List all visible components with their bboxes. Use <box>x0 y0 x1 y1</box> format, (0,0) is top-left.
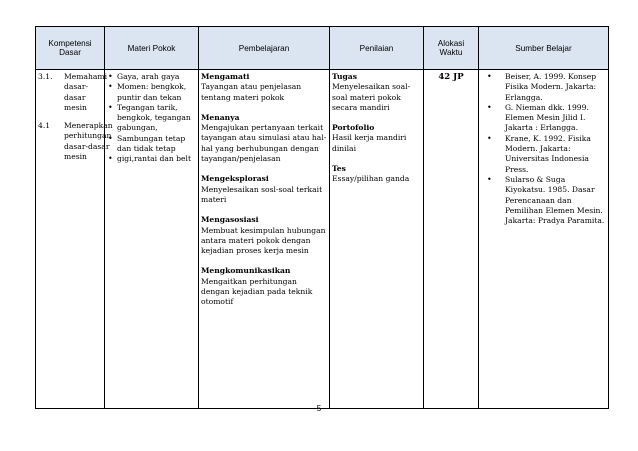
header-sumber-belajar: Sumber Belajar <box>479 27 609 70</box>
pembelajaran-text: Mengaitkan perhitungan dengan kejadian pada teknik otomotif <box>201 276 313 307</box>
alokasi-waktu-value: 42 JP <box>438 72 464 82</box>
kd-number: 3.1. <box>38 72 53 81</box>
page-number: 5 <box>316 404 322 413</box>
syllabus-table <box>35 26 609 409</box>
cell-kompetensi-dasar <box>36 70 113 409</box>
pembelajaran-block <box>201 215 327 256</box>
penilaian-heading: Tugas <box>332 72 357 81</box>
pembelajaran-block <box>201 266 327 307</box>
header-kompetensi-dasar: Kompetensi Dasar <box>36 27 105 70</box>
list-item: • Gaya, arah gaya <box>117 72 196 82</box>
list-item: • gigi,rantai dan belt <box>117 154 196 164</box>
list-item: • Momen: bengkok, puntir dan tekan <box>117 82 196 103</box>
pembelajaran-text: Membuat kesimpulan hubungan antara materi pokok dengan kejadian proses kerja mesin <box>201 225 326 256</box>
sumber-list <box>481 72 606 226</box>
penilaian-block <box>332 72 421 113</box>
kd-item <box>38 72 108 113</box>
pembelajaran-heading: Mengamati <box>201 72 250 81</box>
pembelajaran-heading: Mengkomunikasikan <box>201 266 291 276</box>
header-alokasi-waktu: Alokasi Waktu <box>424 27 479 70</box>
list-item: • Sambungan tetap dan tidak tetap <box>117 134 196 155</box>
header-penilaian: Penilaian <box>330 27 424 70</box>
cell-penilaian <box>330 70 424 409</box>
list-item: • Beiser, A. 1999. Konsep Fisika Modern. Jakarta: Erlangga. <box>505 72 606 103</box>
penilaian-heading: Tes <box>332 164 346 174</box>
cell-sumber-belajar <box>479 70 609 409</box>
cell-pembelajaran <box>199 70 330 409</box>
kd-text: Memahami dasar-dasar mesin <box>64 72 108 112</box>
penilaian-heading: Portofolio <box>332 123 375 133</box>
table-row <box>36 70 609 409</box>
penilaian-block <box>332 123 421 154</box>
header-pembelajaran: Pembelajaran <box>199 27 330 70</box>
penilaian-block <box>332 164 421 185</box>
pembelajaran-text: Menyelesaikan sosl-soal terkait materi <box>201 184 323 204</box>
pembelajaran-block <box>201 113 327 164</box>
penilaian-text: Essay/pilihan ganda <box>332 174 410 184</box>
cell-alokasi-waktu <box>424 70 479 409</box>
cell-materi-pokok <box>105 70 199 409</box>
pembelajaran-heading: Mengeksplorasi <box>201 174 269 184</box>
list-item: • Krane, K. 1992. Fisika Modern. Jakarta: Universitas Indonesia Press. <box>505 134 606 175</box>
list-item: • Tegangan tarik, bengkok, tegangan gabungan, <box>117 103 196 134</box>
list-item: • G. Nieman dkk. 1999. Elemen Mesin Jilid I. Jakarta : Erlangga. <box>505 103 606 134</box>
pembelajaran-heading: Menanya <box>201 112 240 122</box>
pembelajaran-text: Tayangan atau penjelasan tentang materi pokok <box>201 82 302 102</box>
kd-text: Menerapkan perhitungan dasar-dasar mesin <box>64 121 113 162</box>
list-item: • Sularso & Suga Kiyokatsu. 1985. Dasar Perencanaan dan Pemilihan Elemen Mesin. Jakarta: Pradya Paramita. <box>505 175 606 226</box>
pembelajaran-block <box>201 174 327 205</box>
penilaian-text: Hasil kerja mandiri dinilai <box>332 133 407 153</box>
kd-item <box>38 121 113 162</box>
header-row <box>36 27 609 70</box>
pembelajaran-heading: Mengasosiasi <box>201 215 259 225</box>
pembelajaran-block <box>201 72 327 103</box>
header-materi-pokok: Materi Pokok <box>105 27 199 70</box>
kd-number: 4.1 <box>38 121 51 131</box>
pembelajaran-text: Mengajukan pertanyaan terkait tayangan atau simulasi atau hal-hal yang berhubungan dengan tayangan/penjelasan <box>201 123 327 164</box>
materi-list <box>107 72 196 165</box>
penilaian-text: Menyelesaikan soal-soal materi pokok secara mandiri <box>332 82 411 112</box>
